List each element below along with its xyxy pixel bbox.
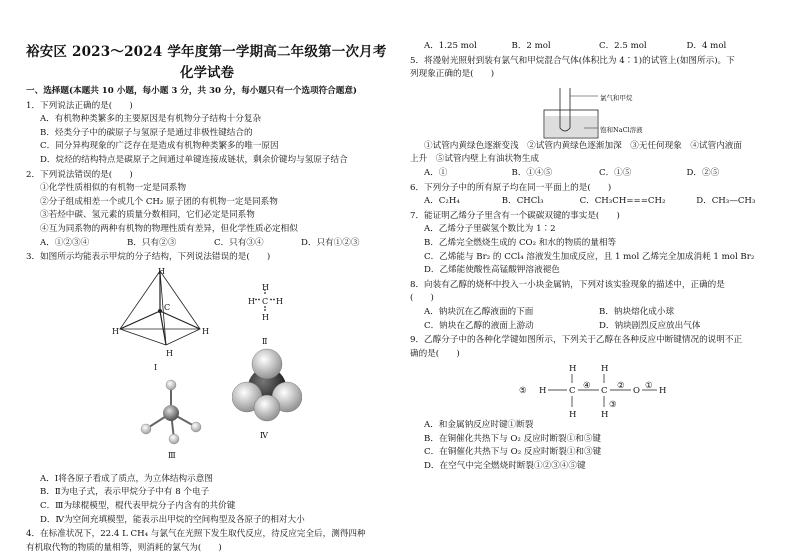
options-row (410, 167, 774, 181)
option-d: D．乙烯能使酸性高锰酸钾溶液褪色 (424, 265, 560, 276)
option-a: A．① (424, 167, 448, 178)
options-row (26, 237, 388, 251)
statement-1: ①化学性质相似的有机物一定是同系物 (40, 183, 187, 194)
option-d: D．烷烃的结构特点是碳原子之间通过单键连接成链状，剩余价键均与氢原子结合 (40, 154, 348, 165)
option-b: B．CHCl₃ (501, 196, 544, 207)
atom-h-top: H (158, 266, 165, 276)
option-c: C．CH₃CH===CH₂ (579, 196, 666, 207)
option-a: A．C₂H₄ (424, 196, 460, 207)
question-4 (26, 528, 388, 555)
options-row-1 (410, 306, 774, 320)
figure-label-ii: Ⅱ (262, 336, 268, 346)
figure-label-iv: Ⅳ (260, 430, 268, 440)
option-c: C．只有③④ (214, 237, 264, 248)
question-stem: 2．下列说法错误的是( ) (26, 169, 133, 180)
question-2 (26, 169, 388, 251)
option-d: D．在空气中完全燃烧时断裂①②③④⑤键 (424, 461, 586, 472)
electron-c: C (262, 296, 269, 306)
statement-2: ②分子组成相差一个或几个 CH₂ 原子团的有机物一定是同系物 (40, 196, 278, 207)
phenomena-line1: ①试管内黄绿色逐渐变浅 ②试管内黄绿色逐渐加深 ③无任何现象 ④试管内液面 (424, 140, 742, 151)
right-column (410, 0, 774, 550)
option-a: A．钠块沉在乙醇液面的下面 (424, 306, 534, 317)
option-c: C．钠块在乙醇的液面上游动 (424, 320, 534, 331)
option-a: A．1.25 mol (424, 41, 477, 51)
option-b: B．2 mol (511, 41, 551, 51)
section-heading: 一、选择题(本题共 10 小题，每小题 3 分，共 30 分，每小题只有一个选项符合题意) (26, 86, 357, 96)
figure-tetrahedron (114, 267, 206, 351)
question-stem-line1: 8．向装有乙醇的烧杯中投入一小块金属钠，下列对该实验现象的描述中，正确的是 (410, 279, 725, 290)
ethanol-bond-diagram (517, 361, 667, 419)
atom-o: O (633, 386, 640, 397)
option-c: C．在铜催化共热下与 O₂ 反应时断裂①和③键 (424, 447, 602, 458)
question-stem-line2: 有机取代物的物质的量相等，则消耗的氯气为( ) (26, 542, 222, 553)
option-c: C．Ⅲ为球棍模型，棍代表甲烷分子内含有的共价键 (40, 500, 236, 511)
bond-2-label: ② (617, 381, 625, 392)
question-7 (410, 210, 774, 278)
option-c: C．①⑤ (599, 167, 632, 178)
option-d: D．钠块剧烈反应放出气体 (599, 320, 701, 331)
option-a: A．①②③④ (40, 237, 90, 248)
statement-3: ③若烃中碳、氢元素的质量分数相同，它们必定是同系物 (40, 210, 255, 221)
question-stem-line2: 列现象正确的是( ) (410, 69, 495, 80)
figure-label-i: Ⅰ (154, 362, 158, 372)
atom-h-left: H (112, 326, 119, 336)
atom-c: C (601, 386, 608, 397)
question-stem: 6．下列分子中的所有原子均在同一平面上的是( ) (410, 182, 612, 193)
option-d: D．CH₃—CH₃ (696, 196, 756, 207)
option-b: B．Ⅱ为电子式，表示甲烷分子中有 8 个电子 (40, 487, 210, 498)
question-6 (410, 182, 774, 209)
exam-title-line2: 化学试卷 (180, 65, 234, 81)
question-1 (26, 100, 388, 168)
option-b: B．钠块熔化成小球 (599, 306, 675, 317)
option-a: A．有机物种类繁多的主要原因是有机物分子结构十分复杂 (40, 114, 262, 125)
question-stem-line1: 5．将漫射光照射到装有氯气和甲烷混合气体(体积比为 4∶1)的试管上(如图所示)。下 (410, 55, 735, 66)
atom-h: H (569, 410, 577, 420)
electron-h-bottom: H (262, 312, 269, 322)
left-column (26, 0, 388, 553)
ethanol-structure (410, 361, 774, 419)
option-c: C．同分异构现象的广泛存在是造成有机物种类繁多的唯一原因 (40, 141, 279, 152)
methane-figures (26, 265, 388, 385)
option-b: B．乙烯完全燃烧生成的 CO₂ 和水的物质的量相等 (424, 237, 617, 248)
atom-h: H (601, 364, 609, 375)
question-8 (410, 279, 774, 333)
atom-h: H (659, 386, 667, 397)
q4-options-row (410, 40, 774, 54)
option-d: D．只有①②③ (301, 237, 360, 248)
methane-models (26, 385, 388, 473)
figure-ball-stick-model (136, 379, 206, 445)
phenomena-line2: 上升 ⑤试管内壁上有油状物生成 (410, 154, 539, 165)
question-stem-line2: 确的是( ) (410, 348, 460, 359)
option-d: D．Ⅳ为空间充填模型，能表示出甲烷的空间构型及各原子的相对大小 (40, 514, 305, 525)
option-a: A．乙烯分子里碳氢个数比为 1∶2 (424, 224, 556, 235)
option-d: D．②⑤ (686, 167, 720, 178)
atom-h: H (539, 386, 547, 397)
question-stem: 3．如图所示均能表示甲烷的分子结构，下列说法错误的是( ) (26, 252, 271, 263)
question-3 (26, 251, 388, 527)
question-9 (410, 334, 774, 474)
option-d: D．4 mol (686, 41, 727, 51)
option-b: B．①④⑤ (511, 167, 553, 178)
test-tube-figure (410, 82, 774, 140)
bond-1-label: ① (645, 381, 653, 392)
electron-h-left: H (248, 296, 255, 306)
bond-4-label: ④ (583, 381, 591, 392)
option-a: A．和金属钠反应时键①断裂 (424, 420, 534, 431)
question-5 (410, 55, 774, 181)
atom-c: C (164, 302, 171, 312)
question-stem: 1．下列说法正确的是( ) (26, 100, 133, 111)
tube-gas-label: 氯气和甲烷 (600, 93, 633, 102)
atom-h-bottom: H (166, 348, 173, 358)
option-b: B．烃类分子中的碳原子与氢原子是通过非极性键结合的 (40, 127, 253, 138)
question-stem-line1: 4．在标准状况下，22.4 L CH₄ 与氯气在光照下发生取代反应，待反应完全后，测得四种 (26, 529, 366, 540)
figure-space-filling-model (232, 345, 302, 425)
exam-title-line1: 裕安区 2023～2024 学年度第一学期高二年级第一次月考 (26, 44, 387, 60)
atom-h: H (601, 410, 609, 420)
question-stem-line1: 9．乙醇分子中的各种化学键如图所示，下列关于乙醇在各种反应中断键情况的说明不正 (410, 335, 743, 346)
options-row (410, 195, 774, 209)
electron-h-top: H (262, 282, 269, 292)
statement-4: ④互为同系物的两种有机物的物理性质有差异，但化学性质必定相似 (40, 223, 298, 234)
option-c: C．2.5 mol (599, 41, 647, 51)
electron-h-right: H (276, 296, 283, 306)
beaker-solution-label: 饱和NaCl溶液 (600, 125, 643, 134)
figure-label-iii: Ⅲ (168, 450, 176, 460)
atom-h: H (569, 364, 577, 375)
option-b: B．在铜催化共热下与 O₂ 反应时断裂①和⑤键 (424, 433, 601, 444)
bond-5-label: ⑤ (519, 386, 527, 397)
atom-c: C (569, 386, 576, 397)
question-stem-line2: ( ) (410, 293, 434, 304)
option-b: B．只有②③ (127, 237, 177, 248)
question-stem: 7．能证明乙烯分子里含有一个碳碳双键的事实是( ) (410, 210, 620, 221)
options-row-2 (410, 320, 774, 334)
option-a: A．Ⅰ将各原子看成了质点，为立体结构示意图 (40, 473, 213, 484)
atom-h-right: H (202, 326, 209, 336)
bond-3-label: ③ (609, 400, 617, 411)
option-c: C．乙烯能与 Br₂ 的 CCl₄ 溶液发生加成反应，且 1 mol 乙烯完全加成消耗 1 mol Br₂ (424, 251, 755, 262)
